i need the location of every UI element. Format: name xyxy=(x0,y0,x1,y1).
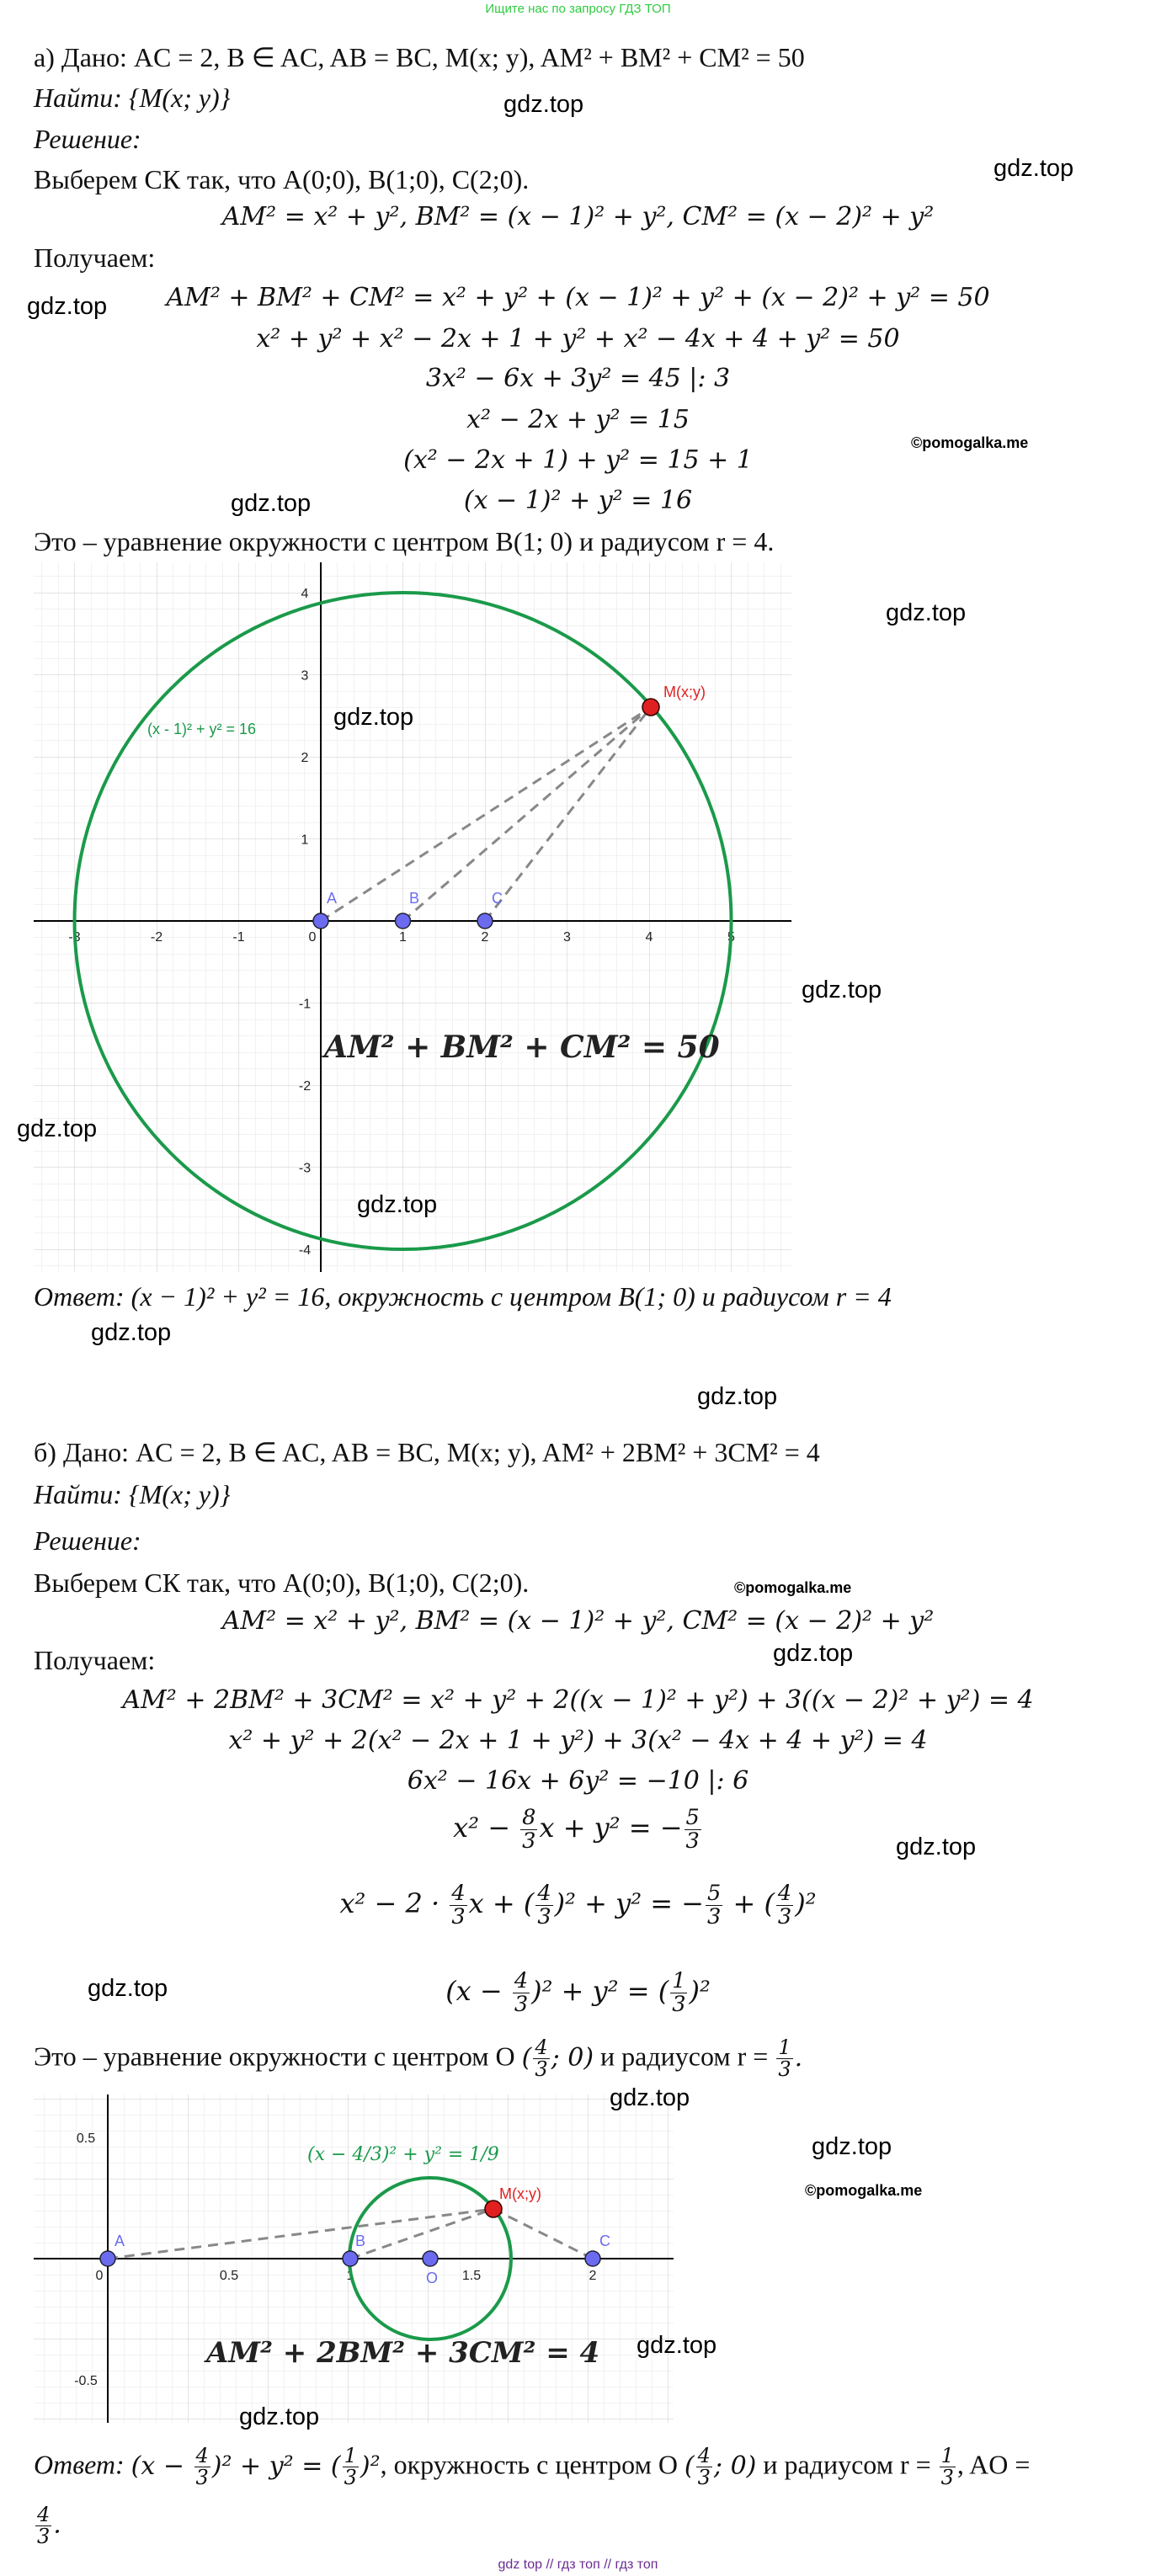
y-tick-label: -3 xyxy=(298,1161,312,1176)
part-b-eq2: x² + y² + 2(x² − 2x + 1 + y²) + 3(x² − 4x + 4 + y²) = 4 xyxy=(228,1726,928,1755)
part-b-get: Получаем: xyxy=(34,1645,156,1675)
part-b-coords: Выберем СК так, что A(0;0), B(1;0), C(2;0). xyxy=(34,1567,530,1598)
y-tick-label: 3 xyxy=(301,668,309,684)
part-b-eq1: AM² + 2BM² + 3CM² = x² + y² + 2((x − 1)² + y²) + 3((x − 2)² + y²) = 4 xyxy=(122,1685,1034,1715)
watermark-pomogalka: ©pomogalka.me xyxy=(911,434,1029,451)
part-b-eq4: x² − $\frac{8}{3}$ x + y² = − $\frac{5}{3}$ xyxy=(453,1805,700,1854)
part-b-conclusion: Это – уравнение окружности с центром O ( $\frac{4}{3}$ ; 0) и радиусом r = $\frac{1}{3}$ . xyxy=(34,2036,803,2082)
watermark: gdz.top xyxy=(88,1975,168,2002)
point-b xyxy=(343,2251,358,2266)
watermark: gdz.top xyxy=(886,599,967,626)
label-c: C xyxy=(492,890,503,907)
part-a-solution: Решение: xyxy=(34,124,141,154)
point-c xyxy=(585,2251,600,2266)
footer-links[interactable]: gdz top // гдз топ // гдз топ xyxy=(498,2557,658,2572)
point-a xyxy=(100,2251,115,2266)
x-tick-label: 3 xyxy=(563,930,571,945)
x-tick-label: 2 xyxy=(481,930,489,945)
y-tick-label: 2 xyxy=(301,751,309,765)
part-a-coords: Выберем СК так, что A(0;0), B(1;0), C(2;0). xyxy=(34,164,530,194)
part-b-solution: Решение: xyxy=(34,1525,141,1556)
watermark: gdz.top xyxy=(27,293,108,320)
point-m xyxy=(485,2201,502,2217)
point-o xyxy=(423,2251,438,2266)
part-a-eq6: (x − 1)² + y² = 16 xyxy=(463,486,693,515)
y-tick-label: -4 xyxy=(298,1243,312,1258)
graph-b xyxy=(34,2094,674,2423)
y-tick-label: 4 xyxy=(301,587,309,601)
point-a xyxy=(313,913,328,929)
x-tick-label: -3 xyxy=(68,930,81,945)
x-tick-label: 0 xyxy=(308,930,317,945)
part-a-eq3: 3x² − 6x + 3y² = 45 |: 3 xyxy=(425,364,731,393)
x-tick-label: 0.5 xyxy=(219,2269,239,2283)
y-tick-label: -2 xyxy=(298,1079,312,1094)
y-tick-label: 1 xyxy=(301,833,309,848)
watermark: gdz.top xyxy=(802,977,882,1003)
watermark: gdz.top xyxy=(896,1834,977,1860)
label-o: O xyxy=(426,2270,439,2286)
label-a: A xyxy=(115,2233,125,2249)
x-tick-label: 2 xyxy=(589,2269,597,2283)
watermark: gdz.top xyxy=(610,2084,690,2111)
watermark: gdz.top xyxy=(91,1319,172,1346)
circle-equation: (x − 4/3)² + y² = 1/9 xyxy=(307,2144,499,2165)
part-a-eq4: x² − 2x + y² = 15 xyxy=(466,405,690,434)
x-tick-label: 4 xyxy=(645,930,653,945)
label-b: B xyxy=(409,890,420,907)
watermark: gdz.top xyxy=(231,490,312,517)
label-b: B xyxy=(355,2233,366,2249)
label-m: M(x;y) xyxy=(499,2185,541,2202)
point-b xyxy=(396,913,411,929)
y-tick-label: 0.5 xyxy=(76,2132,96,2146)
part-b-eq3: 6x² − 16x + 6y² = −10 |: 6 xyxy=(407,1766,749,1796)
label-c: C xyxy=(599,2233,610,2249)
watermark: gdz.top xyxy=(637,2332,717,2359)
part-a-eq1: AM² + BM² + CM² = x² + y² + (x − 1)² + y² + (x − 2)² + y² = 50 xyxy=(166,283,990,312)
x-tick-label: 1 xyxy=(399,930,407,945)
x-tick-label: 0 xyxy=(95,2269,104,2283)
part-a-answer: Ответ: (x − 1)² + y² = 16, окружность с центром B(1; 0) и радиусом r = 4 xyxy=(34,1281,892,1312)
watermark-pomogalka: ©pomogalka.me xyxy=(734,1579,852,1596)
watermark: gdz.top xyxy=(17,1115,98,1142)
watermark: gdz.top xyxy=(357,1191,438,1218)
graph-a-formula: AM² + BM² + CM² = 50 xyxy=(324,1030,720,1065)
part-b-eq6: (x − $\frac{4}{3}$ )² + y² = ( $\frac{1}{3}$ )² xyxy=(445,1968,711,2017)
part-b-dists: AM² = x² + y², BM² = (x − 1)² + y², CM² = (x − 2)² + y² xyxy=(221,1606,935,1636)
watermark: gdz.top xyxy=(503,91,584,118)
x-tick-label: -2 xyxy=(150,930,163,945)
y-tick-label: -0.5 xyxy=(74,2374,98,2388)
part-a-given: а) Дано: AC = 2, B ∈ AC, AB = BC, M(x; y), AM² + BM² + CM² = 50 xyxy=(34,42,805,72)
part-a-find: Найти: {M(x; y)} xyxy=(34,82,231,113)
part-b-answer-ao: $\frac{4}{3}$ . xyxy=(37,2503,61,2549)
watermark: gdz.top xyxy=(333,704,414,731)
watermark: gdz.top xyxy=(994,155,1074,182)
x-tick-label: -1 xyxy=(232,930,245,945)
circle-equation: (x - 1)² + y² = 16 xyxy=(147,721,257,737)
part-a-dists: AM² = x² + y², BM² = (x − 1)² + y², CM² = (x − 2)² + y² xyxy=(221,202,935,232)
part-b-find: Найти: {M(x; y)} xyxy=(34,1479,231,1509)
watermark: gdz.top xyxy=(239,2403,320,2430)
part-a-get: Получаем: xyxy=(34,242,156,273)
point-c xyxy=(477,913,493,929)
x-tick-label: 1 xyxy=(346,2269,354,2283)
part-b-eq5: x² − 2 · $\frac{4}{3}$ x + ( $\frac{4}{3}$ )² + y² = − $\frac{5}{3}$ + ( $\frac{4}{3}$ )² xyxy=(339,1881,817,1929)
watermark: gdz.top xyxy=(697,1383,778,1410)
part-a-eq5: (x² − 2x + 1) + y² = 15 + 1 xyxy=(403,445,753,475)
label-a: A xyxy=(327,890,338,907)
watermark-pomogalka: ©pomogalka.me xyxy=(805,2182,923,2199)
watermark: gdz.top xyxy=(773,1640,854,1667)
x-tick-label: 1.5 xyxy=(461,2269,482,2283)
top-banner[interactable]: Ищите нас по запросу ГДЗ ТОП xyxy=(485,2,671,16)
y-tick-label: -1 xyxy=(298,997,312,1012)
graph-a xyxy=(34,562,791,1272)
part-a-eq2: x² + y² + x² − 2x + 1 + y² + x² − 4x + 4 + y² = 50 xyxy=(256,324,900,354)
point-m xyxy=(642,699,659,716)
part-a-conclusion: Это – уравнение окружности с центром B(1; 0) и радиусом r = 4. xyxy=(34,526,775,556)
part-b-answer: Ответ: (x − $\frac{4}{3}$ )² + y² = ( $\frac{1}{3}$ )², окружность с центром O ( $\frac{4}{3}$ ; 0) и радиусом r = $\frac{1}{3}$ , AO = xyxy=(34,2444,1031,2490)
watermark: gdz.top xyxy=(812,2133,892,2160)
label-m: M(x;y) xyxy=(663,684,706,700)
x-tick-label: 5 xyxy=(727,930,735,945)
graph-b-formula: AM² + 2BM² + 3CM² = 4 xyxy=(206,2336,600,2370)
part-b-given: б) Дано: AC = 2, B ∈ AC, AB = BC, M(x; y), AM² + 2BM² + 3CM² = 4 xyxy=(34,1437,820,1467)
